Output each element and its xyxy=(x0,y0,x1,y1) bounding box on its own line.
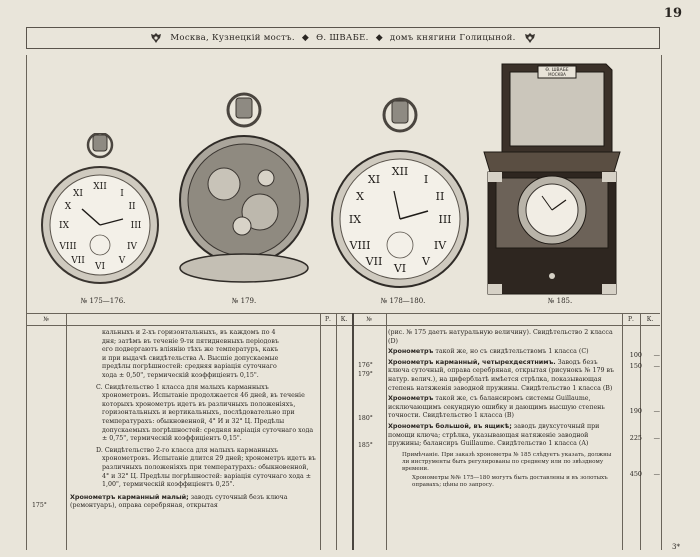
entry-179-title: Хронометръ карманный, четырехдесятнимъ. xyxy=(388,357,556,366)
price-rub-185: 450 xyxy=(629,470,642,478)
entry-175-desc: заводъ суточный безъ ключа (ремонтуаръ), оправа серебряная, открытая xyxy=(70,493,288,510)
svg-text:XII: XII xyxy=(391,165,409,178)
price-kop-179: — xyxy=(653,407,660,415)
svg-text:V: V xyxy=(422,255,430,268)
price-rub-180: 225 xyxy=(629,434,642,442)
entry-180-title: Хронометръ xyxy=(388,394,434,403)
double-headed-eagle-icon xyxy=(523,31,537,45)
banner-address-right: домъ княгини Голицыной. xyxy=(389,33,516,43)
box-chronometer-185-illustration xyxy=(482,60,622,298)
svg-text:I: I xyxy=(120,189,124,199)
certificate-d-text: D. Свидѣтельство 2-го класса для малыхъ карманныхъ хронометровъ. Испытаніе длится 29 дней; хронометръ идетъ въ различныхъ положеніяхъ при температурахъ: обыкновенной, 4° и 32° Ц. Предѣлы погрѣшностей: варіація суточнаго хода ± 1,00", термическій коэффиціентъ 0,25". xyxy=(96,446,316,489)
right-intro: (рис. № 175 даетъ натуральную величину). Свидѣтельство 2 класса (D) xyxy=(388,329,613,345)
entry-175-text xyxy=(70,493,316,511)
price-kop-185: — xyxy=(653,470,660,478)
entry-185-title: Хронометръ большой, въ ящикѣ; xyxy=(388,421,512,430)
caption-179: № 179. xyxy=(231,297,257,305)
entry-176-text xyxy=(388,347,620,357)
svg-text:VIII: VIII xyxy=(349,239,371,252)
svg-text:XI: XI xyxy=(73,189,83,199)
left-line: его подвергаютъ вліянію тѣхъ же температуръ, какъ xyxy=(102,346,279,354)
column-divider xyxy=(640,313,641,550)
column-divider xyxy=(352,313,354,550)
entry-185-text xyxy=(388,422,620,449)
svg-text:VI: VI xyxy=(393,262,407,275)
svg-text:IX: IX xyxy=(348,213,362,226)
note-gold-cases: Хронометры №№ 175—180 могутъ быть доставлены и въ золотыхъ оправахъ; цѣны по запросу. xyxy=(412,474,608,488)
svg-text:II: II xyxy=(128,202,136,212)
svg-text:VIII: VIII xyxy=(59,242,77,252)
entry-179-number: 179° xyxy=(358,371,373,378)
column-divider xyxy=(622,313,623,550)
column-divider xyxy=(336,313,337,550)
caption-185: № 185. xyxy=(547,297,573,305)
left-line: и при выдачѣ свидѣтельства А. Высшіе допускаемые xyxy=(102,354,279,362)
svg-text:X: X xyxy=(64,202,72,212)
header-kop-left: К. xyxy=(336,313,352,326)
svg-text:II: II xyxy=(435,190,445,203)
double-headed-eagle-icon xyxy=(149,31,163,45)
svg-text:I: I xyxy=(423,173,429,186)
price-kop-176: — xyxy=(653,362,660,370)
svg-text:XI: XI xyxy=(367,173,381,186)
column-divider xyxy=(66,313,67,550)
entry-180-number: 180° xyxy=(358,415,373,422)
header-rub-left: Р. xyxy=(320,313,336,326)
svg-text:X: X xyxy=(356,190,364,203)
entry-180-desc: такой же, съ балансиромъ системы Guillaume, исключающимъ секундную ошибку и дающимъ высшую степень точности. Свидѣтельство 1 класса (B) xyxy=(388,395,605,420)
svg-text:VI: VI xyxy=(94,262,106,272)
entry-179-text xyxy=(388,358,620,393)
catalog-banner xyxy=(26,27,660,49)
price-rub-176: 150 xyxy=(629,362,642,370)
svg-text:III: III xyxy=(438,213,452,226)
entry-176-desc: такой же, но съ свидѣтельствомъ 1 класса (C) xyxy=(435,348,589,356)
signature-mark: 3* xyxy=(672,543,680,551)
entry-176-number: 176° xyxy=(358,362,373,369)
price-table xyxy=(26,313,660,550)
left-column-text xyxy=(70,329,316,511)
svg-text:III: III xyxy=(130,221,142,231)
pocket-watch-175-illustration xyxy=(40,133,160,293)
right-column-text xyxy=(388,329,620,489)
entry-185-desc: заводъ двухсуточный при помощи ключа; стрѣлка, указывающая натяженіе заводной пружины; балансиръ Guillaume. Свидѣтельство 1 класса (A) xyxy=(388,422,600,448)
header-num-left: № xyxy=(26,313,66,326)
left-line: хода ± 0,50", термическій коэффиціентъ 0,15". xyxy=(102,371,259,379)
header-rub-right: Р. xyxy=(622,313,640,326)
svg-text:IV: IV xyxy=(433,239,447,252)
entry-179-desc: Заводъ безъ ключа суточный, оправа серебряная, открытая (рисунокъ № 179 въ натур. велич.), на циферблатѣ имѣется стрѣлка, показывающая степень натяженія заводной пружины. Свидѣтельство 1 класса (B) xyxy=(388,358,615,392)
svg-text:V: V xyxy=(118,256,126,266)
pocket-watch-179-illustration xyxy=(176,92,312,290)
header-num-right: № xyxy=(352,313,386,326)
note-185: Примѣчаніе. При заказѣ хронометра № 185 слѣдуетъ указать, должны ли инструменты быть регулированы по среднему или по звѣздному времени. xyxy=(402,451,612,472)
entry-185-number: 185° xyxy=(358,442,373,449)
svg-text:IV: IV xyxy=(126,242,138,252)
header-kop-right: К. xyxy=(640,313,660,326)
entry-176-title: Хронометръ xyxy=(388,347,434,356)
banner-separator-icon: ◆ xyxy=(375,33,383,43)
entry-175-title: Хронометръ карманный малый; xyxy=(70,492,189,501)
price-kop-180: — xyxy=(653,434,660,442)
entry-180-text xyxy=(388,394,620,421)
header-spacer-left xyxy=(66,313,320,326)
banner-separator-icon: ◆ xyxy=(301,33,310,43)
banner-address-left: Москва, Кузнецкій мостъ. xyxy=(170,33,295,43)
entry-175-number: 175° xyxy=(32,502,47,509)
price-rub-class-d: 100 xyxy=(629,351,642,359)
caption-175: № 175—176. xyxy=(80,297,126,305)
pocket-watch-178-illustration xyxy=(330,95,470,291)
price-rub-179: 190 xyxy=(629,407,642,415)
column-divider xyxy=(386,313,387,550)
box-plate-line1: Ѳ. ШВАБЕ xyxy=(545,68,569,73)
svg-text:XII: XII xyxy=(93,182,107,192)
left-line: кальныхъ и 2-хъ горизонтальныхъ, въ каждомъ по 4 xyxy=(102,329,276,336)
certificate-c-text: C. Свидѣтельство 1 класса для малыхъ карманныхъ хронометровъ. Испытаніе продолжается 46 дней, въ теченіе которыхъ хронометръ идетъ въ различныхъ положеніяхъ, горизонтальныхъ и вертикальныхъ, послѣдовательно при температурахъ: обыкновенной, 4° И и 32° Ц. Предѣлы допускаемыхъ погрѣшностей: средняя варіація суточнаго хода ± 0,75", термическій коэффиціентъ 0,15". xyxy=(96,383,314,443)
left-line: дня; затѣмъ въ теченіе 9-ти пятидневныхъ періодовъ xyxy=(102,337,279,345)
svg-text:VII: VII xyxy=(71,256,85,266)
header-spacer-right xyxy=(386,313,622,326)
svg-text:VII: VII xyxy=(365,255,383,268)
left-line: предѣлы погрѣшностей: средняя варіація суточнаго xyxy=(102,363,277,371)
svg-text:IX: IX xyxy=(59,221,69,231)
column-divider xyxy=(320,313,321,550)
banner-brand: Ѳ. ШВАБЕ. xyxy=(316,33,369,43)
box-plate-line2: МОСКВА xyxy=(548,72,566,77)
page-number: 19 xyxy=(663,6,682,21)
price-kop-class-d: — xyxy=(653,351,660,359)
caption-178: № 178—180. xyxy=(380,297,426,305)
